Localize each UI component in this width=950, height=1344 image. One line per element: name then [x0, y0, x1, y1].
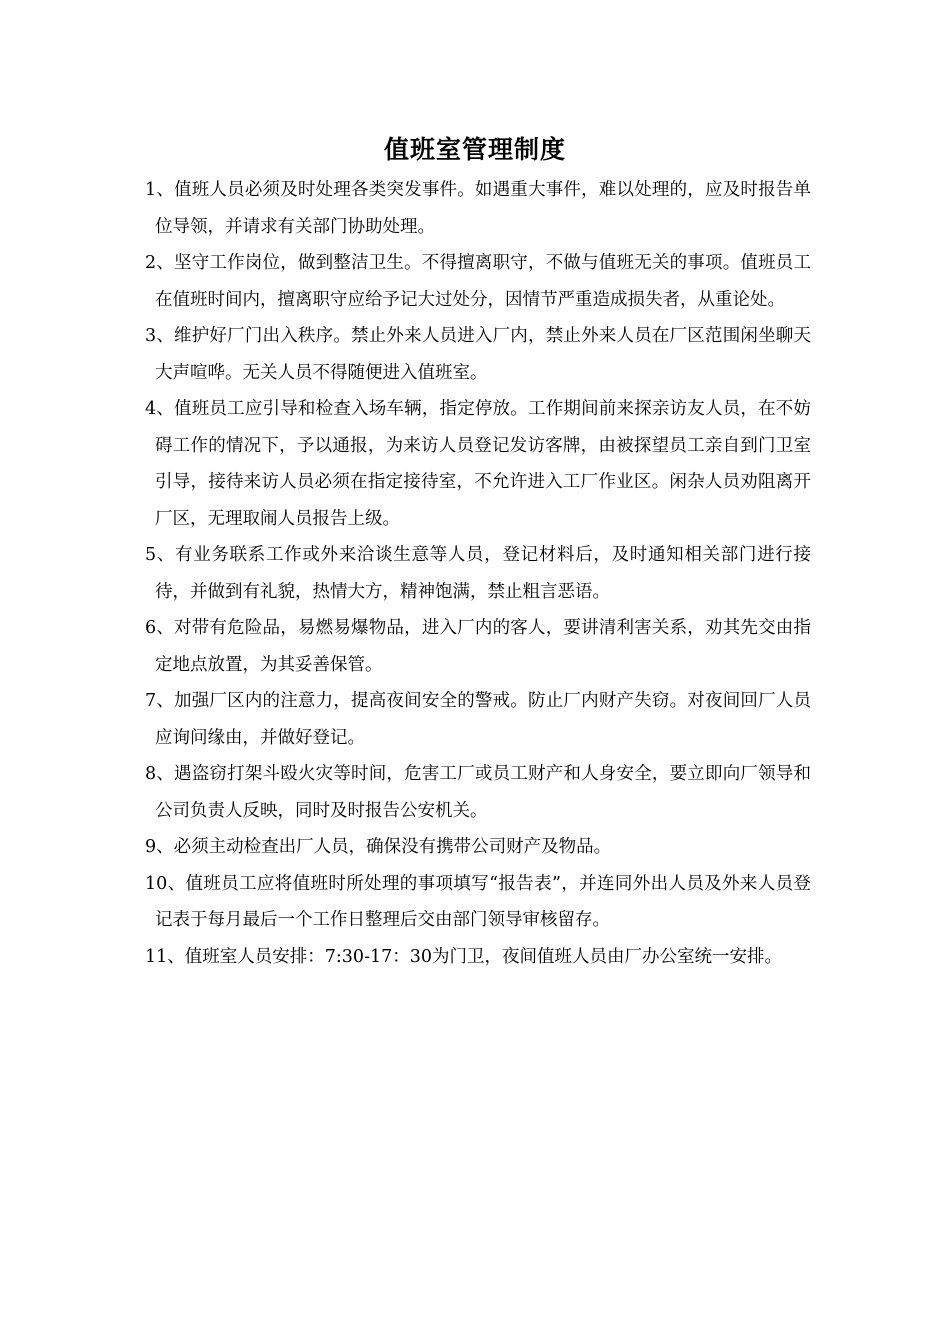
rule-item-11: 11、值班室人员安排：7:30-17：30为门卫，夜间值班人员由厂办公室统一安排。 [145, 946, 783, 967]
rule-item-5: 5、有业务联系工作或外来洽谈生意等人员，登记材料后，及时通知相关部门进行接待，并做到有礼貌，热情大方，精神饱满，禁止粗言恶语。 [145, 545, 811, 602]
rule-item-10: 10、值班员工应将值班时所处理的事项填写“报告表”，并连同外出人员及外来人员登记表于每月最后一个工作日整理后交由部门领导审核留存。 [145, 873, 811, 930]
rule-item-4: 4、值班员工应引导和检查入场车辆，指定停放。工作期间前来探亲访友人员，在不妨碍工作的情况下，予以通报，为来访人员登记发访客牌，由被探望员工亲自到门卫室引导，接待来访人员必须在指定接待室，不允许进入工厂作业区。闲杂人员劝阻离开厂区，无理取闹人员报告上级。 [145, 399, 811, 529]
rule-item-1: 1、值班人员必须及时处理各类突发事件。如遇重大事件，难以处理的，应及时报告单位导领，并请求有关部门协助处理。 [145, 180, 811, 237]
rule-item-9: 9、必须主动检查出厂人员，确保没有携带公司财产及物品。 [145, 837, 612, 857]
document-title: 值班室管理制度 [383, 135, 566, 164]
rule-item-6: 6、对带有危险品，易燃易爆物品，进入厂内的客人，要讲清利害关系，劝其先交由指定地点放置，为其妥善保管。 [145, 618, 811, 675]
rule-item-3: 3、维护好厂门出入秩序。禁止外来人员进入厂内，禁止外来人员在厂区范围闲坐聊天大声喧哗。无关人员不得随便进入值班室。 [145, 326, 811, 383]
rule-item-8: 8、遇盗窃打架斗殴火灾等时间，危害工厂或员工财产和人身安全，要立即向厂领导和公司负责人反映，同时及时报告公安机关。 [145, 764, 811, 821]
rules-list [145, 172, 811, 975]
rule-item-2: 2、坚守工作岗位，做到整洁卫生。不得擅离职守，不做与值班无关的事项。值班员工在值班时间内，擅离职守应给予记大过处分，因情节严重造成损失者，从重论处。 [145, 253, 811, 310]
rule-item-7: 7、加强厂区内的注意力，提高夜间安全的警戒。防止厂内财产失窃。对夜间回厂人员应询问缘由，并做好登记。 [145, 691, 811, 748]
